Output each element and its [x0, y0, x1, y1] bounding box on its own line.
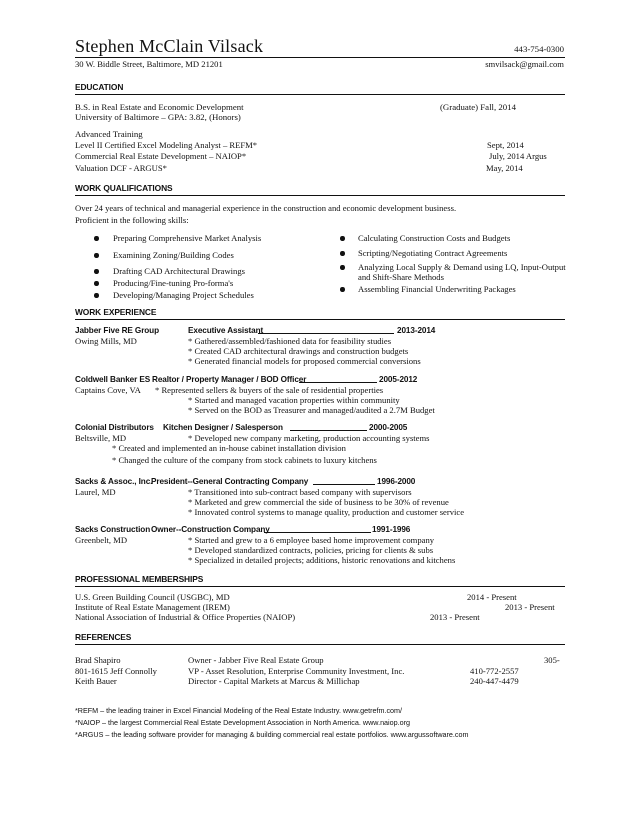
bullet-icon: [94, 281, 99, 286]
email: smvilsack@gmail.com: [485, 59, 564, 69]
bullet-icon: [340, 287, 345, 292]
training-title: Advanced Training: [75, 129, 143, 139]
address: 30 W. Biddle Street, Baltimore, MD 21201: [75, 59, 223, 69]
job-company: Coldwell Banker ES: [75, 375, 151, 384]
training-date: May, 2014: [486, 163, 523, 173]
job-location: Captains Cove, VA: [75, 385, 141, 395]
job-location: Greenbelt, MD: [75, 535, 128, 545]
training-name: Commercial Real Estate Development – NAIOP*: [75, 151, 247, 161]
job-title: President--General Contracting Company: [151, 477, 309, 486]
job-company: Sacks Construction: [75, 525, 151, 534]
title-underline: [299, 374, 377, 383]
membership-dates: 2014 - Present: [467, 592, 517, 602]
job-company: Sacks & Assoc., Inc.: [75, 477, 153, 486]
job-bullet: * Innovated control systems to manage quality, production and customer service: [188, 507, 465, 517]
job-bullet: * Marketed and grew commercial the side of business to be 30% of revenue: [188, 497, 449, 507]
job-bullet: * Gathered/assembled/fashioned data for feasibility studies: [188, 336, 392, 346]
qualifications-divider: [75, 195, 565, 196]
job-bullet: * Developed new company marketing, production accounting systems: [188, 433, 430, 443]
title-underline: [290, 422, 367, 431]
reference-name: Brad Shapiro: [75, 655, 121, 665]
reference-phone: 305-: [544, 655, 560, 665]
membership-name: National Association of Industrial & Office Properties (NAIOP): [75, 612, 296, 622]
job-dates: 2013-2014: [397, 326, 436, 335]
job-bullet: * Changed the culture of the company from stock cabinets to luxury kitchens: [112, 455, 377, 465]
skill-item: and Shift-Share Methods: [358, 272, 444, 282]
reference-phone: 410-772-2557: [470, 666, 519, 676]
bullet-icon: [340, 251, 345, 256]
school: University of Baltimore – GPA: 3.82, (Honors): [75, 112, 241, 122]
degree: B.S. in Real Estate and Economic Development: [75, 102, 244, 112]
training-date: Sept, 2014: [487, 140, 524, 150]
job-title: Owner--Construction Company: [151, 525, 270, 534]
section-heading-qualifications: WORK QUALIFICATIONS: [75, 183, 173, 193]
title-underline: [313, 476, 375, 485]
qualifications-summary: Over 24 years of technical and managerial experience in the construction and economic development business.: [75, 203, 457, 213]
job-dates: 2005-2012: [379, 375, 418, 384]
experience-divider: [75, 319, 565, 320]
section-heading-memberships: PROFESSIONAL MEMBERSHIPS: [75, 574, 204, 584]
education-divider: [75, 94, 565, 95]
footnote: *REFM – the leading trainer in Excel Financial Modeling of the Real Estate Industry. www.getrefm.com/: [75, 706, 403, 715]
title-underline: [264, 524, 371, 533]
job-company: Jabber Five RE Group: [75, 326, 159, 335]
reference-role: VP - Asset Resolution, Enterprise Community Investment, Inc.: [188, 666, 405, 676]
bullet-icon: [94, 236, 99, 241]
job-title: Realtor / Property Manager / BOD Officer: [152, 375, 307, 384]
bullet-icon: [94, 253, 99, 258]
section-heading-education: EDUCATION: [75, 82, 124, 92]
footnote: *ARGUS – the leading software provider for managing & building commercial real estate portfolios. www.argussoftware.com: [75, 730, 469, 739]
job-bullet: * Developed standardized contracts, policies, pricing for clients & subs: [188, 545, 434, 555]
job-bullet: * Created CAD architectural drawings and construction budgets: [188, 346, 409, 356]
training-date: July, 2014 Argus: [489, 151, 547, 161]
skills-intro: Proficient in the following skills:: [75, 215, 189, 225]
footnote: *NAIOP – the largest Commercial Real Estate Development Association in North America. www.naiop.org: [75, 718, 411, 727]
section-heading-experience: WORK EXPERIENCE: [75, 307, 157, 317]
reference-name: 801-1615 Jeff Connolly: [75, 666, 157, 676]
job-bullet: * Specialized in detailed projects; additions, historic renovations and kitchens: [188, 555, 456, 565]
job-dates: 1996-2000: [377, 477, 416, 486]
skill-item: Analyzing Local Supply & Demand using LQ, Input-Output: [358, 262, 566, 272]
skill-item: Examining Zoning/Building Codes: [113, 250, 234, 260]
job-bullet: * Transitioned into sub-contract based company with supervisors: [188, 487, 412, 497]
bullet-icon: [340, 265, 345, 270]
job-title: Executive Assistant: [188, 326, 264, 335]
resume-name: Stephen McClain Vilsack: [75, 36, 264, 56]
memberships-divider: [75, 586, 565, 587]
skill-item: Preparing Comprehensive Market Analysis: [113, 233, 262, 243]
job-bullet: * Represented sellers & buyers of the sale of residential properties: [155, 385, 384, 395]
degree-date: (Graduate) Fall, 2014: [440, 102, 516, 112]
skill-item: Drafting CAD Architectural Drawings: [113, 266, 245, 276]
reference-phone: 240-447-4479: [470, 676, 519, 686]
job-bullet: * Generated financial models for proposed commercial conversions: [188, 356, 421, 366]
membership-dates: 2013 - Present: [505, 602, 555, 612]
membership-name: U.S. Green Building Council (USGBC), MD: [75, 592, 230, 602]
job-location: Laurel, MD: [75, 487, 116, 497]
job-company: Colonial Distributors: [75, 423, 154, 432]
job-bullet: * Started and managed vacation properties within community: [188, 395, 400, 405]
job-title: Kitchen Designer / Salesperson: [163, 423, 283, 432]
membership-name: Institute of Real Estate Management (IREM): [75, 602, 230, 612]
skill-item: Calculating Construction Costs and Budgets: [358, 233, 511, 243]
reference-name: Keith Bauer: [75, 676, 117, 686]
job-dates: 2000-2005: [369, 423, 408, 432]
bullet-icon: [94, 269, 99, 274]
training-name: Level II Certified Excel Modeling Analyst – REFM*: [75, 140, 258, 150]
job-dates: 1991-1996: [372, 525, 411, 534]
job-bullet: * Created and implemented an in-house cabinet installation division: [112, 443, 346, 453]
title-underline: [258, 325, 394, 334]
job-location: Owing Mills, MD: [75, 336, 137, 346]
job-bullet: * Served on the BOD as Treasurer and managed/audited a 2.7M Budget: [188, 405, 435, 415]
skill-item: Developing/Managing Project Schedules: [113, 290, 254, 300]
reference-role: Director - Capital Markets at Marcus & Millichap: [188, 676, 360, 686]
header-divider: [75, 57, 565, 58]
skill-item: Scripting/Negotiating Contract Agreements: [358, 248, 508, 258]
membership-dates: 2013 - Present: [430, 612, 480, 622]
bullet-icon: [340, 236, 345, 241]
section-heading-references: REFERENCES: [75, 632, 132, 642]
phone-number: 443-754-0300: [514, 44, 564, 54]
job-location: Beltsville, MD: [75, 433, 127, 443]
job-bullet: * Started and grew to a 6 employee based home improvement company: [188, 535, 435, 545]
training-name: Valuation DCF - ARGUS*: [75, 163, 167, 173]
skill-item: Assembling Financial Underwriting Packages: [358, 284, 516, 294]
reference-role: Owner - Jabber Five Real Estate Group: [188, 655, 324, 665]
references-divider: [75, 644, 565, 645]
bullet-icon: [94, 293, 99, 298]
skill-item: Producing/Fine-tuning Pro-forma's: [113, 278, 234, 288]
